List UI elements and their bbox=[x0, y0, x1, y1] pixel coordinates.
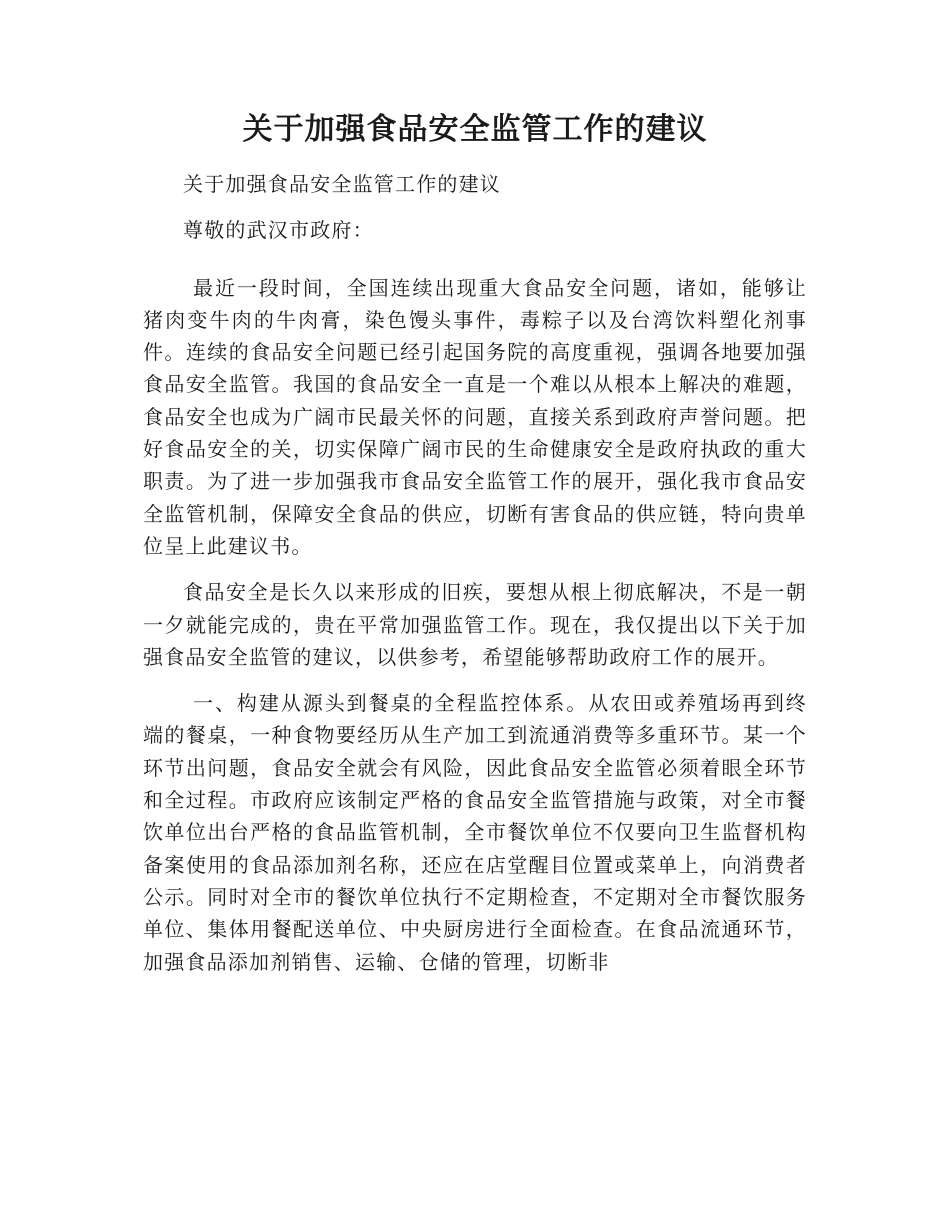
document-subtitle: 关于加强食品安全监管工作的建议 bbox=[183, 172, 501, 196]
paragraph-purpose: 食品安全是长久以来形成的旧疾，要想从根上彻底解决，不是一朝一夕就能完成的，贵在平常加强监管工作。现在，我仅提出以下关于加强食品安全监管的建议，以供参考，希望能够帮助政府工作的展开。 bbox=[143, 580, 807, 669]
salutation: 尊敬的武汉市政府： bbox=[183, 218, 374, 243]
paragraph-intro: 最近一段时间，全国连续出现重大食品安全问题，诸如，能够让猪肉变牛肉的牛肉膏，染色馒头事件，毒粽子以及台湾饮料塑化剂事件。连续的食品安全问题已经引起国务院的高度重视，强调各地要加强食品安全监管。我国的食品安全一直是一个难以从根本上解决的难题，食品安全也成为广阔市民最关怀的问题，直接关系到政府声誉问题。把好食品安全的关，切实保障广阔市民的生命健康安全是政府执政的重大职责。为了进一步加强我市食品安全监管工作的展开，强化我市食品安全监管机制，保障安全食品的供应，切断有害食品的供应链，特向贵单位呈上此建议书。 bbox=[143, 275, 807, 558]
document-title: 关于加强食品安全监管工作的建议 bbox=[242, 112, 708, 147]
paragraph-section-1: 一、构建从源头到餐桌的全程监控体系。从农田或养殖场再到终端的餐桌，一种食物要经历从生产加工到流通消费等多重环节。某一个环节出问题，食品安全就会有风险，因此食品安全监管必须着眼全环节和全过程。市政府应该制定严格的食品安全监管措施与政策，对全市餐饮单位出台严格的食品监管机制，全市餐饮单位不仅要向卫生监督机构备案使用的食品添加剂名称，还应在店堂醒目位置或菜单上，向消费者公示。同时对全市的餐饮单位执行不定期检查，不定期对全市餐饮服务单位、集体用餐配送单位、中央厨房进行全面检查。在食品流通环节，加强食品添加剂销售、运输、仓储的管理，切断非 bbox=[143, 691, 807, 974]
document-body bbox=[143, 168, 807, 978]
